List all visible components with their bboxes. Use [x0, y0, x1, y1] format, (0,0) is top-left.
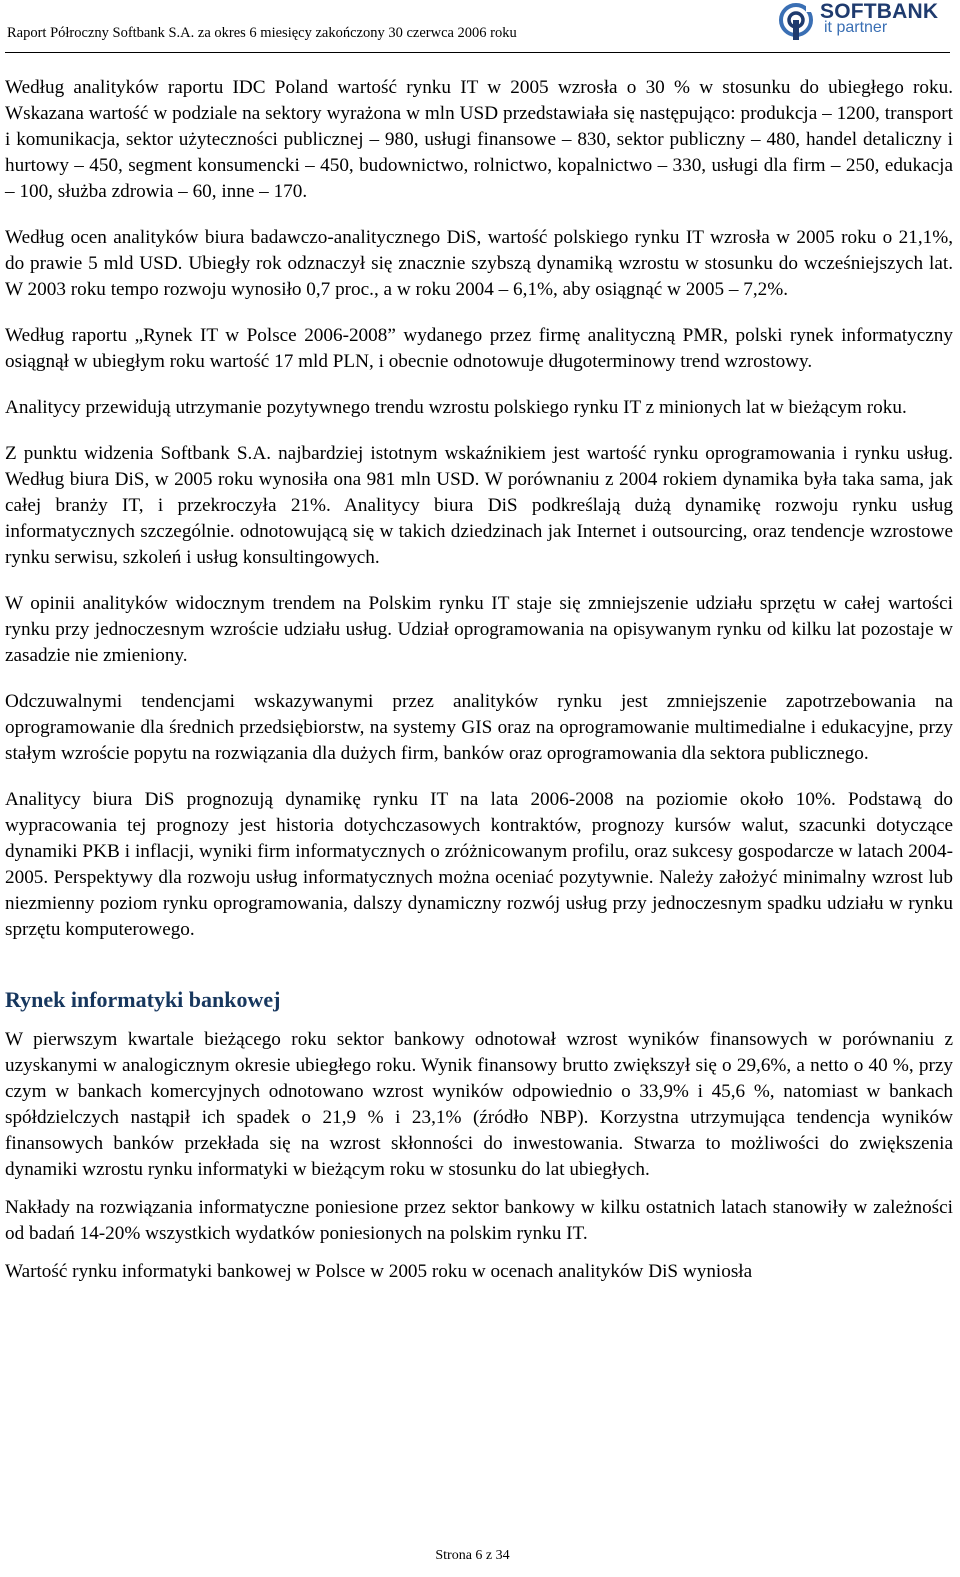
page-footer: Strona 6 z 34 [435, 1548, 510, 1563]
paragraph-banking-value: Wartość rynku informatyki bankowej w Polsce w 2005 roku w ocenach analityków DiS wyniosła [5, 1261, 753, 1282]
header-title: Raport Półroczny Softbank S.A. za okres 6 miesięcy zakończony 30 czerwca 2006 roku [7, 25, 517, 41]
softbank-logo [776, 0, 944, 44]
paragraph-dis-growth: Według ocen analityków biura badawczo-analitycznego DiS, wartość polskiego rynku IT wzrosła w 2005 roku o 21,1%, do prawie 5 mld USD. Ubiegły rok odznaczył się znacznie szybszą dynamiką wzrostu w stosunku do wcześniejszych lat. W 2003 roku tempo rozwoju wynosiło 0,7 proc., a w roku 2004 – 6,1%, aby osiągnąć w 2005 – 7,2%. [5, 227, 953, 300]
logo-main-text: SOFTBANK [820, 0, 939, 23]
paragraph-banking-spending: Nakłady na rozwiązania informatyczne poniesione przez sektor bankowy w kilku ostatnich latach stanowiły w zależności od badań 14-20% wszystkich wydatków poniesionych na polskim rynku IT. [5, 1197, 953, 1244]
paragraph-demand-tendencies: Odczuwalnymi tendencjami wskazywanymi przez analityków rynku jest zmniejszenie zapotrzebowania na oprogramowanie dla średnich przedsiębiorstw, na systemy GIS oraz na oprogramowanie multimedialne i edukacyjne, przy stałym wzroście popytu na rozwiązania dla dużych firm, banków oraz oprogramowania dla sektora publicznego. [5, 691, 953, 764]
paragraph-pmr-report: Według raportu „Rynek IT w Polsce 2006-2008” wydanego przez firmę analityczną PMR, polski rynek informatyczny osiągnął w ubiegłym roku wartość 17 mld PLN, i obecnie odnotowuje długoterminowy trend wzrostowy. [5, 325, 953, 372]
logo-sub-text: it partner [824, 19, 888, 36]
paragraph-hardware-share: W opinii analityków widocznym trendem na Polskim rynku IT staje się zmniejszenie udziału sprzętu w całej wartości rynku przy jednoczesnym wzroście udziału usług. Udział oprogramowania na opisywanym rynku od kilku lat pozostaje w zasadzie nie zmieniony. [5, 593, 953, 666]
paragraph-banking-results: W pierwszym kwartale bieżącego roku sektor bankowy odnotował wzrost wyników finansowych w porównaniu z uzyskanymi w analogicznym okresie ubiegłego roku. Wynik finansowy brutto zwiększył się o 29,6%, a netto o 40 %, przy czym w bankach komercyjnych odnotowano wzrost wyników odpowiednio o 33,9% i 45,6 %, natomiast w bankach spółdzielczych nastąpił ich spadek o 21,9 % i 23,1% (źródło NBP). Korzystna utrzymująca tendencja wyników finansowych banków przekłada się na wzrost skłonności do inwestowania. Stwarza to możliwości do zwiększenia dynamiki wzrostu rynku informatyki w bieżącym roku w stosunku do lat ubiegłych. [5, 1029, 953, 1180]
page-header [5, 0, 950, 53]
paragraph-idc-market: Według analityków raportu IDC Poland wartość rynku IT w 2005 wzrosła o 30 % w stosunku do ubiegłego roku. Wskazana wartość w podziale na sektory wyrażona w mln USD przedstawiała się następująco: produkcja – 1200, transport i komunikacja, sektor użyteczności publicznej – 980, usługi finansowe – 830, sektor publiczny – 480, handel detaliczny i hurtowy – 450, segment konsumencki – 450, budownictwo, rolnictwo, kopalnictwo – 330, usługi dla firm – 250, edukacja – 100, służba zdrowia – 60, inne – 170. [5, 77, 953, 202]
paragraph-dis-forecast: Analitycy biura DiS prognozują dynamikę rynku IT na lata 2006-2008 na poziomie około 10%. Podstawą do wypracowania tej prognozy jest historia dotychczasowych kontraktów, prognozy kursów walut, szacunki dotyczące dynamiki PKB i inflacji, wyniki firm informatycznych o zróżnicowanym profilu, oraz sukcesy gospodarcze w latach 2004-2005. Perspektywy dla rozwoju usług informatycznych można oceniać pozytywnie. Należy założyć minimalny wzrost lub niezmienny poziom rynku oprogramowania, dalszy dynamiczny rozwój usług przy jednoczesnym spadku udziału w rynku sprzętu komputerowego. [5, 789, 953, 940]
document-body [5, 75, 953, 1305]
softbank-logo-icon [776, 0, 820, 42]
paragraph-software-services: Z punktu widzenia Softbank S.A. najbardziej istotnym wskaźnikiem jest wartość rynku oprogramowania i rynku usług. Według biura DiS, w 2005 roku wynosiła ona 981 mln USD. W porównaniu z 2004 rokiem dynamika była taka sama, jak całej branży IT, i przekroczyła 21%. Analitycy biura DiS podkreślają dużą dynamikę rozwoju rynku usług informatycznych szczególnie. odnotowującą się w takich dziedzinach jak Internet i outsourcing, oraz tendencje wzrostowe rynku serwisu, szkoleń i usług konsultingowych. [5, 443, 953, 568]
paragraph-trend-forecast: Analitycy przewidują utrzymanie pozytywnego trendu wzrostu polskiego rynku IT z minionych lat w bieżącym roku. [5, 397, 907, 418]
section-heading-banking: Rynek informatyki bankowej [5, 987, 281, 1012]
